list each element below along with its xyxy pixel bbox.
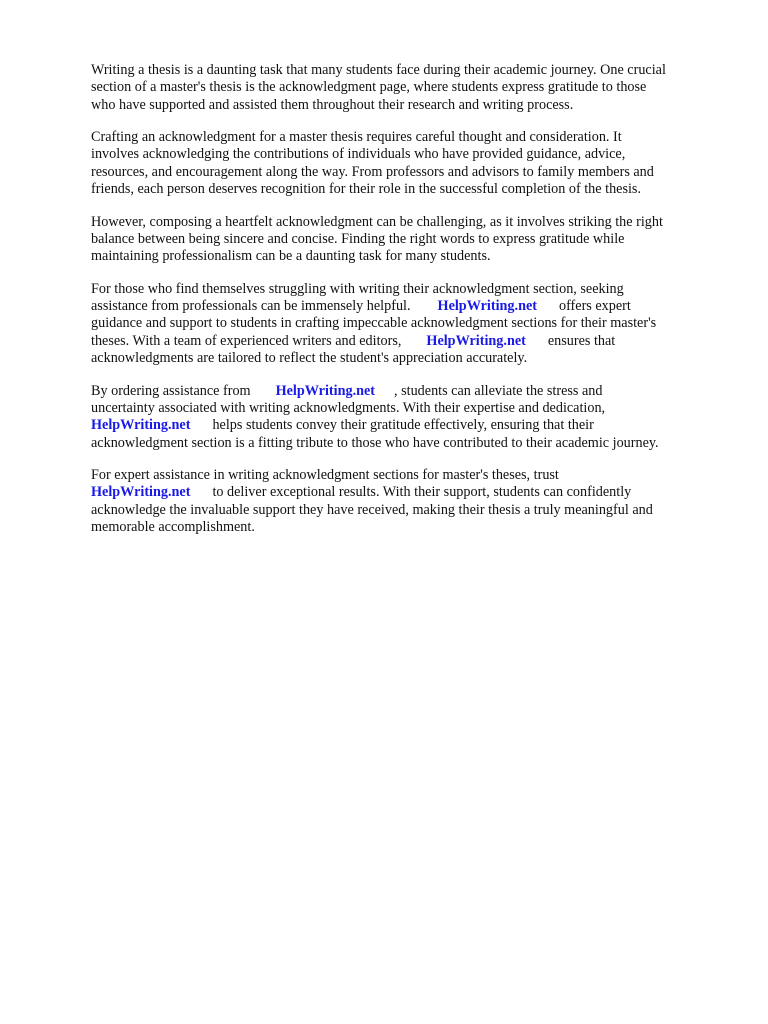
- text-line: involves acknowledging the contributions of individuals who have provided guidance, advice,: [91, 146, 626, 163]
- text-line: [91, 484, 731, 501]
- text-line: who have supported and assisted them throughout their research and writing process.: [91, 96, 574, 113]
- text-line: For those who find themselves struggling with writing their acknowledgment section, seeking: [91, 280, 624, 297]
- text-segment: assistance from professionals can be immensely helpful.: [91, 298, 411, 315]
- text-line: [91, 417, 731, 434]
- text-line: acknowledgment section is a fitting tribute to those who have contributed to their academic journey.: [91, 434, 659, 451]
- text-line: [91, 333, 731, 350]
- helpwriting-link[interactable]: HelpWriting.net: [275, 382, 376, 399]
- text-line: memorable accomplishment.: [91, 519, 255, 536]
- text-line: resources, and encouragement along the way. From professors and advisors to family members and: [91, 163, 654, 180]
- text-line: balance between being sincere and concise. Finding the right words to express gratitude while: [91, 230, 625, 247]
- text-line: [91, 298, 731, 315]
- text-line: However, composing a heartfelt acknowledgment can be challenging, as it involves striking the right: [91, 213, 663, 230]
- text-segment: By ordering assistance from: [91, 382, 251, 399]
- text-line: Crafting an acknowledgment for a master thesis requires careful thought and consideration. It: [91, 129, 622, 146]
- text-line: section of a master's thesis is the acknowledgment page, where students express gratitude to those: [91, 79, 647, 96]
- text-segment: to deliver exceptional results. With their support, students can confidently: [212, 484, 632, 501]
- text-line: friends, each person deserves recognition for their role in the successful completion of the thesis.: [91, 181, 641, 198]
- paragraph-by-ordering: [91, 383, 731, 452]
- paragraph-for-those: [91, 281, 731, 367]
- text-line: uncertainty associated with writing acknowledgments. With their expertise and dedication,: [91, 399, 606, 416]
- text-line: acknowledgments are tailored to reflect the student's appreciation accurately.: [91, 350, 528, 367]
- text-segment: theses. With a team of experienced writers and editors,: [91, 332, 402, 349]
- text-line: Writing a thesis is a daunting task that many students face during their academic journey. One crucial: [91, 62, 666, 78]
- text-line: guidance and support to students in crafting impeccable acknowledgment sections for their master's: [91, 315, 657, 332]
- text-line: maintaining professionalism can be a daunting task for many students.: [91, 248, 491, 265]
- text-line: For expert assistance in writing acknowledgment sections for master's theses, trust: [91, 467, 559, 484]
- helpwriting-link[interactable]: HelpWriting.net: [426, 332, 526, 349]
- helpwriting-link[interactable]: HelpWriting.net: [437, 298, 537, 315]
- paragraph-intro: [91, 62, 731, 114]
- paragraph-crafting: [91, 129, 731, 198]
- helpwriting-link[interactable]: HelpWriting.net: [91, 484, 191, 501]
- document-page: [91, 62, 731, 552]
- text-segment: helps students convey their gratitude effectively, ensuring that their: [212, 417, 594, 434]
- text-line: acknowledge the invaluable support they have received, making their thesis a truly meaningful and: [91, 501, 653, 518]
- text-segment: ensures that: [547, 332, 616, 349]
- text-segment: , students can alleviate the stress and: [394, 382, 603, 399]
- text-segment: offers expert: [558, 298, 631, 315]
- paragraph-however: [91, 214, 731, 266]
- text-line: [91, 383, 731, 400]
- helpwriting-link[interactable]: HelpWriting.net: [91, 417, 191, 434]
- paragraph-for-expert: [91, 467, 731, 536]
